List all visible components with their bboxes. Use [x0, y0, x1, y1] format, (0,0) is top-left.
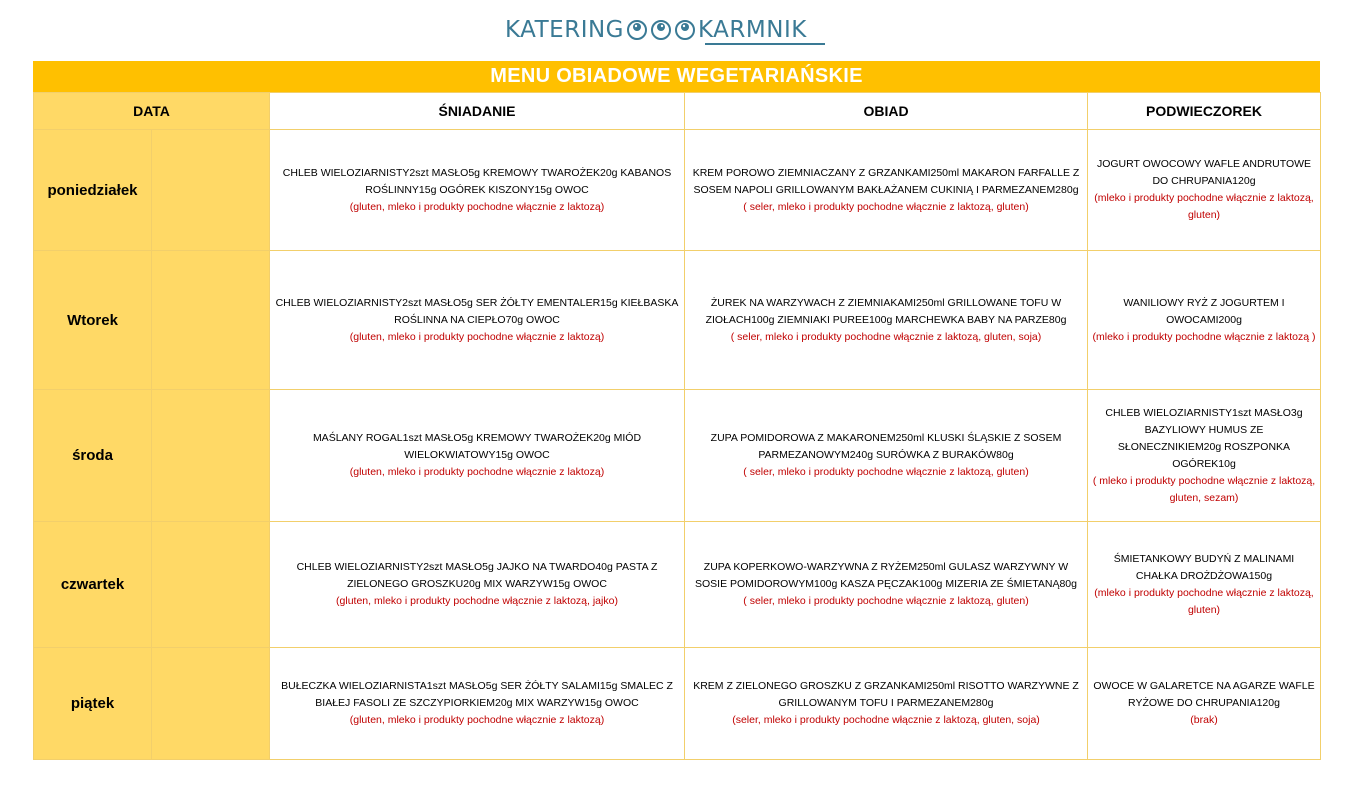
breakfast-cell	[270, 130, 685, 251]
day-name: poniedziałek	[34, 130, 152, 251]
menu-table	[33, 92, 1321, 760]
day-blank-cell	[152, 390, 270, 522]
table-row	[34, 648, 1321, 760]
snack-cell	[1088, 648, 1321, 760]
meal-items: ZUPA KOPERKOWO-WARZYWNA Z RYŻEM250ml GULASZ WARZYWNY W SOSIE POMIDOROWYM100g KASZA PĘCZAK100g MIZERIA ZE ŚMIETANĄ80g	[694, 561, 1077, 590]
meal-items: BUŁECZKA WIELOZIARNISTA1szt MASŁO5g SER ŻÓŁTY SALAMI15g SMALEC Z BIAŁEJ FASOLI ZE SZCZYPIORKIEM20g MIX WARZYW15g OWOC	[281, 680, 673, 709]
meal-items: CHLEB WIELOZIARNISTY1szt MASŁO3g BAZYLIOWY HUMUS ZE SŁONECZNIKIEM20g ROSZPONKA OGÓREK10g	[1105, 406, 1303, 470]
brand-logo	[505, 8, 845, 52]
meal-items: ŻUREK NA WARZYWACH Z ZIEMNIAKAMI250ml GRILLOWANE TOFU W ZIOŁACH100g ZIEMNIAKI PUREE100g MARCHEWKA BABY NA PARZE80g	[705, 296, 1067, 326]
meal-items: JOGURT OWOCOWY WAFLE ANDRUTOWE DO CHRUPANIA120g	[1096, 158, 1312, 187]
snack-cell	[1088, 251, 1321, 390]
fork-underline-icon	[705, 43, 825, 45]
meal-items: ŚMIETANKOWY BUDYŃ Z MALINAMI CHAŁKA DROŻDŻOWA150g	[1113, 552, 1295, 582]
day-name: czwartek	[34, 522, 152, 648]
table-row	[34, 251, 1321, 390]
breakfast-cell	[270, 522, 685, 648]
header-snack: PODWIECZOREK	[1088, 93, 1321, 130]
meal-items: WANILIOWY RYŻ Z JOGURTEM I OWOCAMI200g	[1123, 296, 1285, 326]
snack-cell	[1088, 522, 1321, 648]
breakfast-cell	[270, 648, 685, 760]
day-blank-cell	[152, 648, 270, 760]
meal-items: CHLEB WIELOZIARNISTY2szt MASŁO5g KREMOWY TWAROŻEK20g KABANOS ROŚLINNY15g OGÓREK KISZONY15g OWOC	[282, 166, 672, 196]
table-row	[34, 130, 1321, 251]
day-blank-cell	[152, 522, 270, 648]
lunch-cell	[685, 251, 1088, 390]
allergen-note: (gluten, mleko i produkty pochodne włącznie z laktozą, jajko)	[336, 595, 618, 607]
bird-icons	[626, 19, 696, 41]
snack-cell	[1088, 390, 1321, 522]
allergen-note: ( seler, mleko i produkty pochodne włącznie z laktozą, gluten)	[743, 200, 1029, 213]
bird-icon	[626, 19, 648, 41]
menu-table-wrapper	[33, 61, 1320, 760]
allergen-note: (seler, mleko i produkty pochodne włącznie z laktozą, gluten, soja)	[732, 714, 1040, 726]
day-name: Wtorek	[34, 251, 152, 390]
header-lunch: OBIAD	[685, 93, 1088, 130]
allergen-note: ( mleko i produkty pochodne włącznie z laktozą, gluten, sezam)	[1092, 474, 1316, 504]
allergen-note: (gluten, mleko i produkty pochodne włącznie z laktozą)	[349, 330, 605, 343]
brand-name-left: KATERING	[505, 17, 624, 43]
meal-items: KREM POROWO ZIEMNIACZANY Z GRZANKAMI250ml MAKARON FARFALLE Z SOSEM NAPOLI GRILLOWANYM BAKŁAŻANEM CUKINIĄ I PARMEZANEM280g	[692, 166, 1080, 196]
lunch-cell	[685, 390, 1088, 522]
allergen-note: (mleko i produkty pochodne włącznie z laktozą )	[1092, 330, 1316, 343]
day-name: piątek	[34, 648, 152, 760]
day-name: środa	[34, 390, 152, 522]
allergen-note: (gluten, mleko i produkty pochodne włącznie z laktozą)	[349, 714, 605, 726]
allergen-note: (gluten, mleko i produkty pochodne włącznie z laktozą)	[349, 466, 605, 478]
bird-icon	[650, 19, 672, 41]
allergen-note: (mleko i produkty pochodne włącznie z laktozą, gluten)	[1094, 586, 1314, 616]
day-blank-cell	[152, 251, 270, 390]
lunch-cell	[685, 648, 1088, 760]
allergen-note: (gluten, mleko i produkty pochodne włącznie z laktozą)	[349, 200, 605, 213]
brand-name-right: KARMNIK	[698, 17, 807, 43]
meal-items: KREM Z ZIELONEGO GROSZKU Z GRZANKAMI250ml RISOTTO WARZYWNE Z GRILLOWANYM TOFU I PARMEZANEM280g	[693, 680, 1079, 709]
meal-items: OWOCE W GALARETCE NA AGARZE WAFLE RYŻOWE DO CHRUPANIA120g	[1093, 680, 1315, 709]
meal-items: CHLEB WIELOZIARNISTY2szt MASŁO5g SER ŻÓŁTY EMENTALER15g KIEŁBASKA ROŚLINNA NA CIEPŁO70g OWOC	[275, 296, 679, 326]
meal-items: ZUPA POMIDOROWA Z MAKARONEM250ml KLUSKI ŚLĄSKIE Z SOSEM PARMEZANOWYM240g SURÓWKA Z BURAKÓW80g	[710, 432, 1062, 461]
bird-icon	[674, 19, 696, 41]
allergen-note: ( seler, mleko i produkty pochodne włącznie z laktozą, gluten)	[743, 595, 1029, 607]
breakfast-cell	[270, 251, 685, 390]
header-row	[34, 93, 1321, 130]
header-date: DATA	[34, 93, 270, 130]
meal-items: CHLEB WIELOZIARNISTY2szt MASŁO5g JAJKO NA TWARDO40g PASTA Z ZIELONEGO GROSZKU20g MIX WARZYW15g OWOC	[296, 561, 658, 590]
table-row	[34, 522, 1321, 648]
lunch-cell	[685, 522, 1088, 648]
breakfast-cell	[270, 390, 685, 522]
day-blank-cell	[152, 130, 270, 251]
lunch-cell	[685, 130, 1088, 251]
table-row	[34, 390, 1321, 522]
allergen-note: (brak)	[1190, 714, 1218, 726]
meal-items: MAŚLANY ROGAL1szt MASŁO5g KREMOWY TWAROŻEK20g MIÓD WIELOKWIATOWY15g OWOC	[312, 432, 642, 461]
header-breakfast: ŚNIADANIE	[270, 93, 685, 130]
allergen-note: ( seler, mleko i produkty pochodne włącznie z laktozą, gluten)	[743, 466, 1029, 478]
snack-cell	[1088, 130, 1321, 251]
menu-title: MENU OBIADOWE WEGETARIAŃSKIE	[33, 61, 1320, 92]
allergen-note: ( seler, mleko i produkty pochodne włącznie z laktozą, gluten, soja)	[730, 330, 1042, 343]
allergen-note: (mleko i produkty pochodne włącznie z laktozą, gluten)	[1094, 192, 1314, 221]
